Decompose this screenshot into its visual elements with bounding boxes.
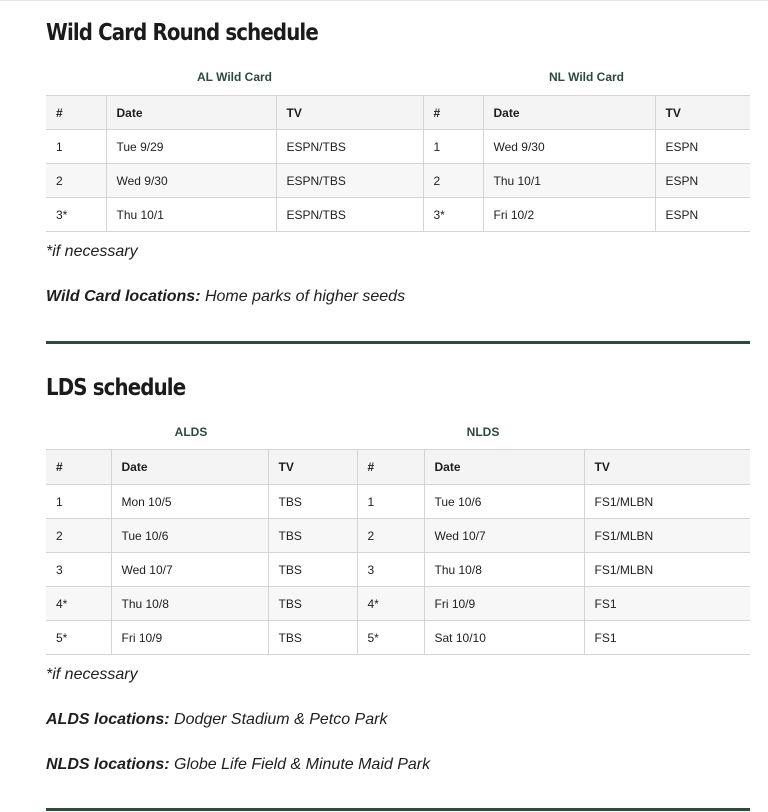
table-row: [46, 485, 750, 519]
alds-locations-label: ALDS locations:: [46, 711, 170, 728]
lds-table: [46, 449, 750, 655]
table-cell: Tue 9/29: [106, 130, 276, 164]
wildcard-group-labels: [46, 69, 750, 85]
col-date: Date: [483, 96, 655, 130]
table-cell: Wed 10/7: [424, 519, 584, 553]
table-row: [46, 519, 750, 553]
table-cell: ESPN/TBS: [276, 130, 423, 164]
wildcard-title: Wild Card Round schedule: [46, 20, 318, 46]
table-cell: 3*: [423, 198, 483, 232]
alds-locations: [46, 711, 387, 729]
table-cell: TBS: [268, 519, 357, 553]
table-cell: Wed 9/30: [106, 164, 276, 198]
lds-title: LDS schedule: [46, 375, 186, 401]
table-cell: Thu 10/8: [424, 553, 584, 587]
table-cell: TBS: [268, 485, 357, 519]
table-cell: Thu 10/1: [106, 198, 276, 232]
table-cell: 3: [357, 553, 424, 587]
col-date: Date: [106, 96, 276, 130]
table-cell: Tue 10/6: [424, 485, 584, 519]
wildcard-locations-label: Wild Card locations:: [46, 288, 201, 305]
table-cell: TBS: [268, 621, 357, 655]
table-row: [46, 553, 750, 587]
col-date: Date: [424, 450, 584, 485]
table-cell: 1: [423, 130, 483, 164]
col-game-num: #: [46, 450, 111, 485]
nlds-locations-value: Globe Life Field & Minute Maid Park: [169, 756, 431, 773]
col-tv: TV: [276, 96, 423, 130]
table-cell: Mon 10/5: [111, 485, 268, 519]
table-cell: 4*: [357, 587, 424, 621]
table-cell: 3*: [46, 198, 106, 232]
table-cell: 2: [46, 519, 111, 553]
table-cell: 1: [46, 130, 106, 164]
col-date: Date: [111, 450, 268, 485]
alds-locations-value: Dodger Stadium & Petco Park: [169, 711, 388, 728]
al-wildcard-label: AL Wild Card: [196, 70, 272, 84]
table-cell: ESPN/TBS: [276, 164, 423, 198]
wildcard-locations-value: Home parks of higher seeds: [200, 288, 406, 305]
table-cell: 5*: [357, 621, 424, 655]
section-divider: [46, 341, 750, 344]
nlds-locations-label: NLDS locations:: [46, 756, 170, 773]
table-cell: 2: [46, 164, 106, 198]
nl-wildcard-label: NL Wild Card: [548, 70, 624, 84]
table-cell: FS1: [584, 587, 750, 621]
table-cell: Fri 10/9: [111, 621, 268, 655]
table-cell: ESPN: [655, 198, 750, 232]
col-tv: TV: [268, 450, 357, 485]
table-cell: 2: [423, 164, 483, 198]
table-cell: 4*: [46, 587, 111, 621]
table-cell: 1: [46, 485, 111, 519]
table-cell: Sat 10/10: [424, 621, 584, 655]
table-cell: FS1/MLBN: [584, 519, 750, 553]
table-cell: FS1: [584, 621, 750, 655]
lds-footnote: *if necessary: [46, 666, 138, 683]
col-game-num: #: [357, 450, 424, 485]
table-cell: ESPN/TBS: [276, 198, 423, 232]
top-divider: [0, 0, 768, 1]
wildcard-locations: [46, 288, 405, 306]
table-header-row: [46, 96, 750, 130]
table-cell: TBS: [268, 553, 357, 587]
table-cell: ESPN: [655, 130, 750, 164]
table-cell: 3: [46, 553, 111, 587]
table-row: [46, 621, 750, 655]
table-cell: Thu 10/8: [111, 587, 268, 621]
col-tv: TV: [584, 450, 750, 485]
alds-label: ALDS: [174, 425, 208, 439]
table-cell: 5*: [46, 621, 111, 655]
table-cell: Wed 10/7: [111, 553, 268, 587]
lds-group-labels: [46, 424, 750, 440]
table-row: [46, 198, 750, 232]
table-row: [46, 164, 750, 198]
table-cell: ESPN: [655, 164, 750, 198]
table-cell: FS1/MLBN: [584, 553, 750, 587]
section-divider: [46, 808, 750, 811]
col-game-num: #: [423, 96, 483, 130]
col-tv: TV: [655, 96, 750, 130]
wildcard-footnote: *if necessary: [46, 243, 138, 260]
table-cell: Tue 10/6: [111, 519, 268, 553]
nlds-label: NLDS: [466, 425, 500, 439]
table-cell: Fri 10/2: [483, 198, 655, 232]
table-row: [46, 587, 750, 621]
table-cell: 1: [357, 485, 424, 519]
table-cell: TBS: [268, 587, 357, 621]
table-cell: FS1/MLBN: [584, 485, 750, 519]
table-row: [46, 130, 750, 164]
wildcard-table: [46, 95, 750, 232]
table-cell: Fri 10/9: [424, 587, 584, 621]
table-cell: 2: [357, 519, 424, 553]
table-cell: Thu 10/1: [483, 164, 655, 198]
table-cell: Wed 9/30: [483, 130, 655, 164]
table-header-row: [46, 450, 750, 485]
col-game-num: #: [46, 96, 106, 130]
nlds-locations: [46, 756, 430, 774]
